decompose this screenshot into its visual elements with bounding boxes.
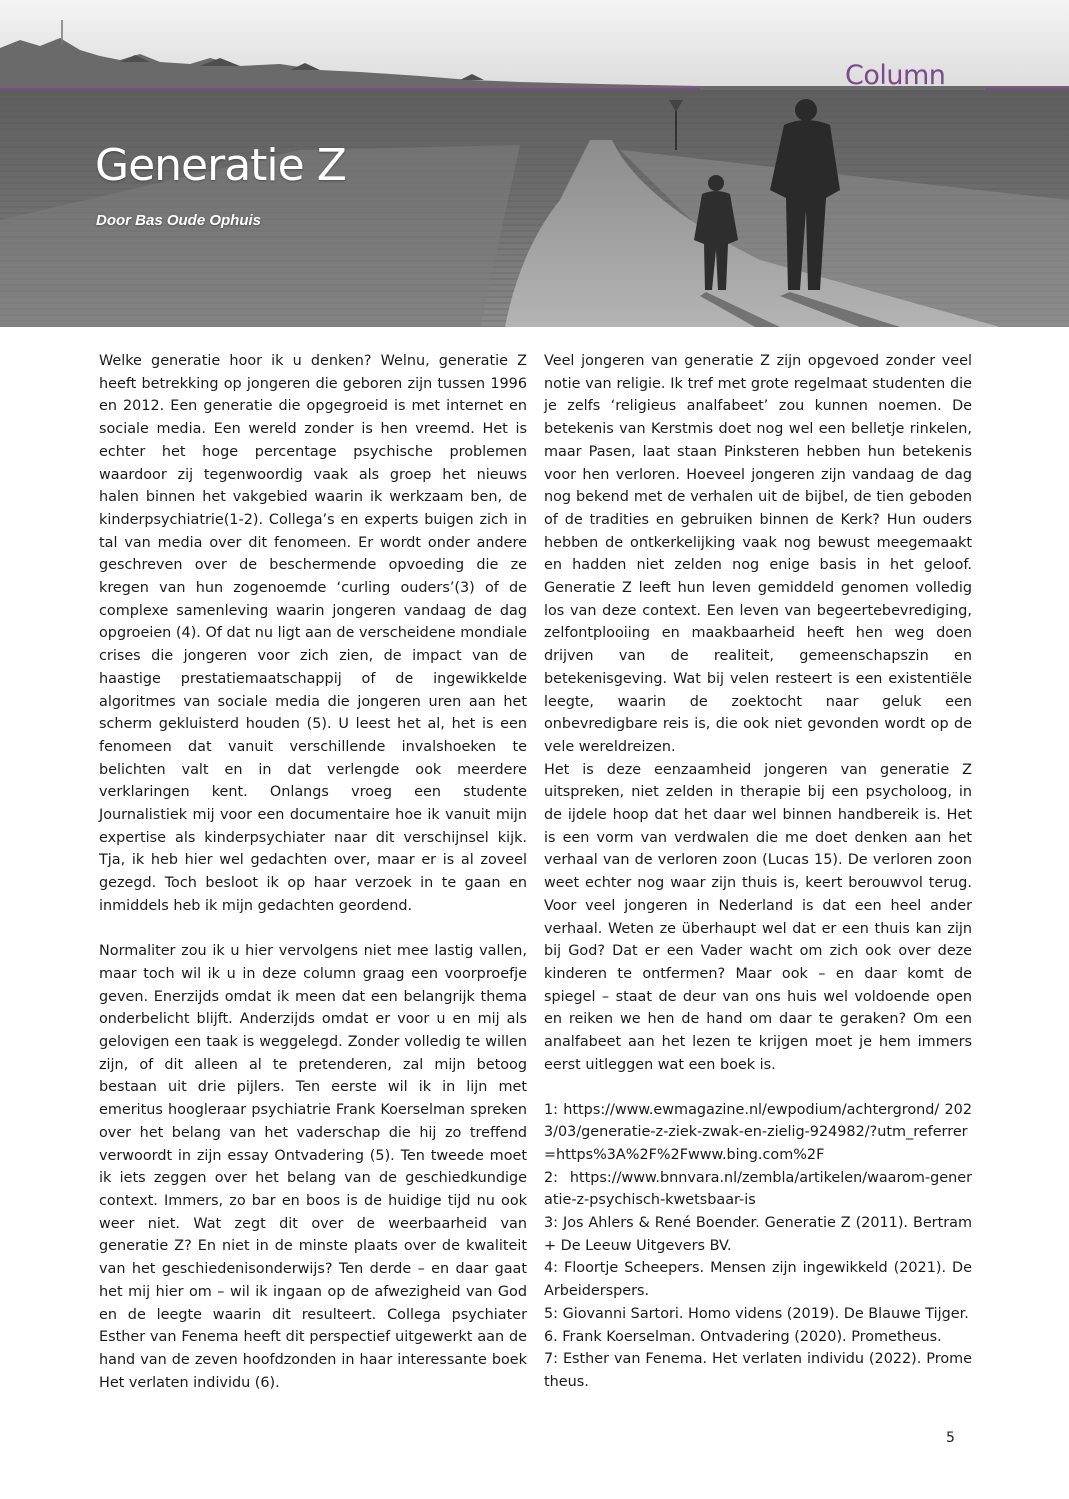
article-title: Generatie Z — [95, 140, 346, 191]
header-photo — [0, 0, 1069, 327]
reference-item: 4: Floortje Scheepers. Mensen zijn ingewikkeld (2021). De Arbeiderspers. — [544, 1260, 972, 1300]
reference-item: 2: https://www.bnnvara.nl/zembla/artikelen/waarom-generatie-z-psychisch-kwetsbaar-is — [544, 1169, 972, 1209]
section-label: Column — [845, 60, 946, 91]
reference-item: 6. Frank Koerselman. Ontvadering (2020). Prometheus. — [544, 1328, 942, 1345]
body-paragraph: Welke generatie hoor ik u denken? Welnu, generatie Z heeft betrekking op jongeren die geboren zijn tussen 1996 en 2012. Een generatie die opgegroeid is met internet en sociale media. Een wereld zonder is hen vreemd. Het is echter het hoge percentage psychische problemen waardoor zij tegenwoordig vaak als groep het nieuws halen binnen het vakgebied waarin ik werkzaam ben, de kinderpsychiatrie(1-2). Collega’s en experts buigen zich in tal van media over dit fenomeen. Er wordt onder andere geschreven over de beschermende opvoeding die ze kregen van hun zogenoemde ‘curling ouders’(3) of de complexe samenleving waarin jongeren vandaag de dag opgroeien (4). Of dat nu ligt aan de verscheidene mondiale crises die jongeren voor zich zien, de impact van de haastige prestatiemaatschappij of de ingewikkelde algoritmes van sociale media die jongeren uren aan het scherm gekluisterd houden (5). U leest het al, het is een fenomeen dat vanuit verschillende invalshoeken te belichten valt en in dat verlengde ook meerdere verklaringen kent. Onlangs vroeg een studente Journalistiek mij voor een documentaire hoe ik vanuit mijn expertise als kinderpsychiater naar dit verschijnsel kijk. Tja, ik heb hier wel gedachten over, maar er is al zoveel gezegd. Toch besloot ik op haar verzoek in te gaan en inmiddels heb ik mijn gedachten geordend. — [99, 353, 527, 914]
paragraph-gap — [99, 918, 527, 941]
right-column — [544, 350, 972, 1394]
reference-item: 3: Jos Ahlers & René Boender. Generatie Z (2011). Bertram + De Leeuw Uitgevers BV. — [544, 1215, 972, 1254]
reference-item: 7: Esther van Fenema. Het verlaten individu (2022). Prometheus. — [544, 1351, 972, 1390]
body-paragraph: Normaliter zou ik u hier vervolgens niet mee lastig vallen, maar toch wil ik u in deze column graag een voorproefje geven. Enerzijds omdat ik meen dat een belangrijk thema onderbelicht blijft. Anderzijds omdat er voor u en mij als gelovigen een taak is weggelegd. Zonder volledig te willen zijn, of dit alleen al te pretenderen, zal mijn betoog bestaan uit drie pijlers. Ten eerste wil ik in lijn met emeritus hoogleraar psychiatrie Frank Koerselman spreken over het belang van het vaderschap die hij zo treffend verwoordt in zijn essay Ontvadering (5). Ten tweede moet ik iets zeggen over het belang van de geschiedkundige context. Immers, zo bar en boos is de huidige tijd nu ook weer niet. Wat zegt dit over de weerbaarheid van generatie Z? En niet in de minste plaats over de kwaliteit van het geschiedenisonderwijs? Ten derde – en daar gaat het mij hier om – wil ik ingaan op de afwezigheid van God en de leegte waarin dit resulteert. Collega psychiater Esther van Fenema heeft dit perspectief uitgewerkt aan de hand van de zeven hoofdzonden in haar interessante boek Het verlaten individu (6). — [99, 943, 527, 1391]
page-number: 5 — [946, 1430, 955, 1446]
references-list — [544, 1099, 972, 1394]
reference-item: 5: Giovanni Sartori. Homo videns (2019). De Blauwe Tijger. — [544, 1305, 969, 1322]
body-paragraph: Veel jongeren van generatie Z zijn opgevoed zonder veel notie van religie. Ik tref met grote regelmaat studenten die je zelfs ‘religieus analfabeet’ zou kunnen noemen. De betekenis van Kerstmis doet nog wel een belletje rinkelen, maar Pasen, laat staan Pinksteren hebben hun betekenis voor hen verloren. Hoeveel jongeren zijn vandaag de dag nog bekend met de verhalen uit de bijbel, de tien geboden of de tradities en gebruiken binnen de Kerk? Hun ouders hebben de ontkerkelijking vaak nog bewust meegemaakt en hadden niet zelden nog enige basis in het geloof. Generatie Z leeft hun leven gemiddeld genomen volledig los van deze context. Een leven van begeertebevrediging, zelfontplooiing en maakbaarheid heeft hen weg doen drijven van de realiteit, gemeenschapszin en betekenisgeving. Wat bij velen resteert is een existentiële leegte, waarin de zoektocht naar geluk een onbevredigbare reis is, die ook niet gevonden wordt op de vele wereldreizen. — [544, 353, 972, 755]
body-paragraph: Het is deze eenzaamheid jongeren van generatie Z uitspreken, niet zelden in therapie bij een psycholoog, in de ijdele hoop dat het daar wel binnen handbereik is. Het is een vorm van verdwalen die me doet denken aan het verhaal van de verloren zoon (Lucas 15). De verloren zoon weet echter nog waar zijn thuis is, keert berouwvol terug. Voor veel jongeren in Nederland is dat een heel ander verhaal. Weten ze überhaupt wel dat er een thuis kan zijn bij God? Dat er een Vader wacht om zich ook over deze kinderen te ontfermen? Maar ook – en daar komt de spiegel – staat de deur van ons huis wel voldoende open en reiken we hen de hand om daar te geraken? Om een analfabeet aan het lezen te krijgen moet je hem immers eerst uitleggen wat een boek is. — [544, 761, 972, 1073]
byline: Door Bas Oude Ophuis — [96, 212, 262, 229]
reference-item: 1: https://www.ewmagazine.nl/ewpodium/achtergrond/ 2023/03/generatie-z-ziek-zwak-en-zielig-924982/?utm_referrer=https%3A%2F%2Fwww.bing.com%2F — [544, 1101, 972, 1163]
left-column — [99, 350, 527, 1394]
